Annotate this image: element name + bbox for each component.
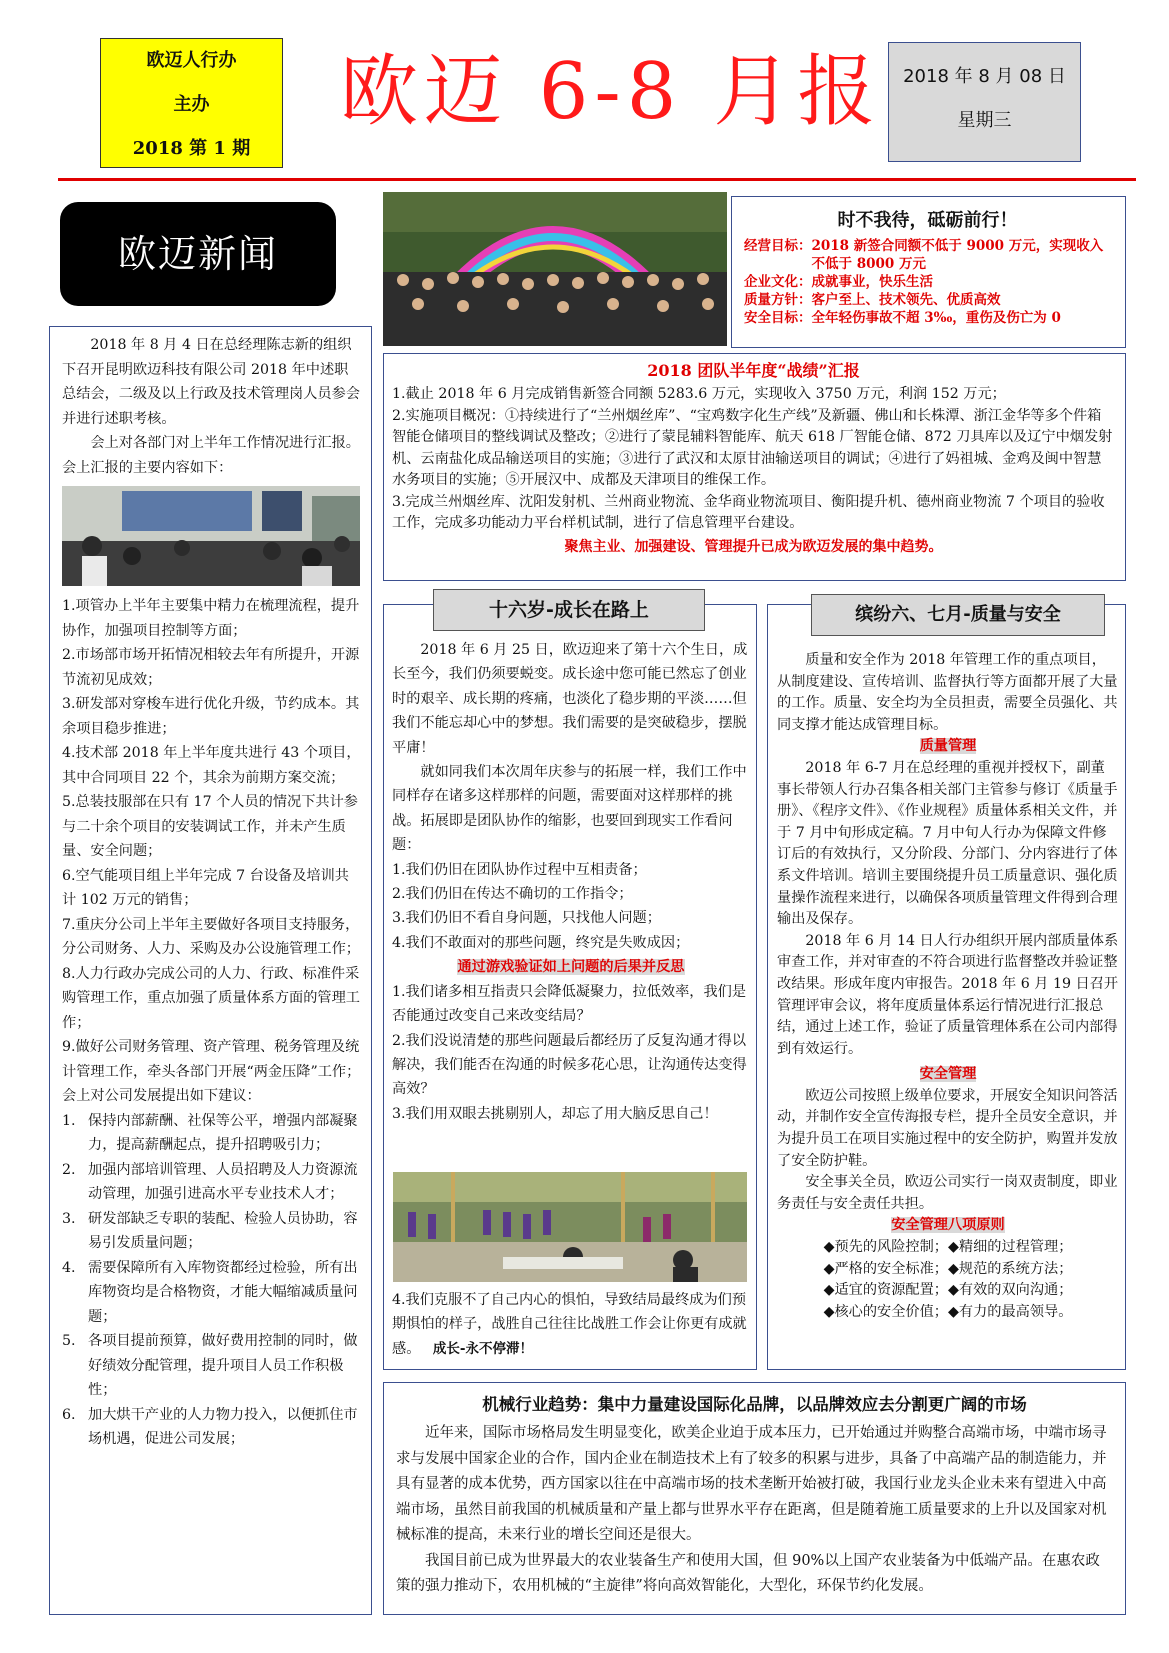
suggestion-num: 6.	[62, 1406, 76, 1423]
meeting-photo-graphic	[62, 486, 360, 586]
team-photo-graphic	[383, 192, 727, 346]
left-item: 1.项管办上半年主要集中精力在梳理流程，提升协作，加强项目控制等方面；	[62, 598, 360, 639]
issue-number: 2018 第 1 期	[132, 138, 251, 159]
slogan-label: 安全目标：	[744, 310, 812, 326]
suggest-intro: 会上对公司发展提出如下建议：	[62, 1088, 261, 1104]
qs-intro: 质量和安全作为 2018 年管理工作的重点项目，从制度建设、宣传培训、监督执行等方面都开展了大量的工作。质量、安全均为全员担责，需要全员强化、共同支撑才能达成管理目标。	[777, 652, 1118, 733]
left-item: 4.技术部 2018 年上半年度共进行 43 个项目，其中合同项目 22 个，其余为前期方案交流；	[62, 745, 361, 786]
principle-line: ◆预先的风险控制；◆精细的过程管理；	[823, 1239, 1073, 1256]
suggestion-num: 3.	[62, 1210, 76, 1227]
header-rule	[58, 178, 1136, 181]
suggestion-text: 保持内部薪酬、社保等公平，增强内部凝聚力，提高薪酬起点，提升招聘吸引力；	[88, 1112, 358, 1153]
left-item: 9.做好公司财务管理、资产管理、税务管理及统计管理工作，牵头各部门开展“两金压降”工作；	[62, 1039, 361, 1080]
quality-para: 2018 年 6 月 14 日人行办组织开展内部质量体系审查工作，并对审查的不符合项进行监督整改并验证整改结果。形成年度内审报告。2018 年 6 月 19 日召开管理评审会议，将年度质量体系运行情况进行汇报总结，通过上述工作，验证了质量管理体系在公司内部得到有效运行。	[777, 932, 1119, 1057]
slogan-line	[744, 237, 1111, 273]
suggestion-text: 各项目提前预算，做好费用控制的同时，做好绩效分配管理，提升项目人员工作积极性；	[88, 1333, 358, 1398]
safety-para: 欧迈公司按照上级单位要求，开展安全知识问答活动，并制作安全宣传海报专栏，提升全员安全意识，并为提升员工在项目实施过程中的安全防护，购置并发放了安全防护鞋。	[777, 1087, 1118, 1169]
team-group-photo	[383, 192, 727, 346]
quality-para: 2018 年 6-7 月在总经理的重视并授权下，副董事长带领人行办召集各相关部门主管参与修订《质量手册》、《程序文件》、《作业规程》质量体系相关文件，并于 7 月中旬形成定稿。7 月中旬人行办为保障文件修订后的有效执行，又分阶段、分部门、分内容进行了体系文件培训。培训主要围绕提升员工质量意识、强化质量操作流程来进行，以确保各项质量管理文件得到合理输出及保存。	[777, 759, 1118, 928]
game-heading-text: 通过游戏验证如上问题的后果并反思	[457, 959, 685, 976]
problem-item: 1.我们仍旧在团队协作过程中互相责备；	[392, 861, 647, 878]
principle-line: ◆适宜的资源配置；◆有效的双向沟通；	[823, 1282, 1073, 1299]
section-badge-label: 欧迈新闻	[117, 232, 278, 276]
growth-last-para	[392, 1288, 750, 1361]
problem-item: 3.我们仍旧不看自身问题，只找他人问题；	[392, 910, 661, 927]
sponsor-box	[100, 38, 283, 168]
left-news-column	[49, 326, 372, 1615]
principles-heading-text: 安全管理八项原则	[891, 1217, 1005, 1234]
newspaper-title: 欧迈 6-8 月报	[340, 47, 882, 137]
suggestion-text: 加大烘干产业的人力物力投入，以便抓住市场机遇，促进公司发展；	[88, 1406, 358, 1447]
safety-heading-text: 安全管理	[919, 1066, 977, 1083]
weekday: 星期三	[957, 110, 1012, 131]
problem-item: 2.我们仍旧在传达不确切的工作指令；	[392, 886, 633, 903]
meeting-photo	[62, 486, 360, 586]
growth-para: 2018 年 6 月 25 日，欧迈迎来了第十六个生日，成长至今，我们仍须要蜕变。成长途中您可能已然忘了创业时的艰辛、成长期的疼痛，也淡化了稳步期的平淡……但我们不能忘却心中的梦想。我们需要的是突破稳步，摆脱平庸！	[392, 642, 748, 756]
quality-heading-text: 质量管理	[919, 738, 977, 755]
date-box	[888, 42, 1081, 162]
left-item: 3.研发部对穿梭车进行优化升级，节约成本。其余项目稳步推进；	[62, 696, 360, 737]
growth-para: 就如同我们本次周年庆参与的拓展一样，我们工作中同样存在诸多这样那样的问题，需要面对这样那样的挑战。拓展即是团队协作的缩影，也要回到现实工作看问题：	[392, 764, 747, 854]
suggestion-num: 4.	[62, 1259, 76, 1276]
report-title: 2018 团队半年度“战绩”汇报	[647, 361, 860, 380]
quality-safety-body	[777, 650, 1119, 1323]
suggestion-item	[62, 1403, 361, 1452]
suggestion-text: 加强内部培训管理、人员招聘及人力资源流动管理，加强引进高水平专业技术人才；	[88, 1161, 358, 1202]
suggestion-item	[62, 1158, 361, 1207]
safety-heading	[777, 1064, 1119, 1086]
left-item: 6.空气能项目组上半年完成 7 台设备及培训共计 102 万元的销售；	[62, 867, 349, 908]
suggestion-num: 1.	[62, 1112, 76, 1129]
slogan-text: 成就事业，快乐生活	[811, 274, 933, 290]
suggestion-text: 需要保障所有入库物资都经过检验，所有出库物资均是合格物资，才能大幅缩减质量问题；	[88, 1259, 358, 1325]
suggestion-item	[62, 1329, 361, 1403]
principle-line: ◆严格的安全标准；◆规范的系统方法；	[823, 1260, 1073, 1277]
left-item: 7.重庆分公司上半年主要做好各项目支持服务，分公司财务、人力、采购及办公设施管理工作；	[62, 916, 360, 957]
sponsor-line1: 欧迈人行办	[146, 50, 237, 71]
left-item: 8.人力行政办完成公司的人力、行政、标准件采购管理工作，重点加强了质量体系方面的管理工作；	[62, 965, 360, 1031]
growth-title-tab	[433, 589, 705, 631]
suggestion-item	[62, 1256, 361, 1330]
suggestion-num: 2.	[62, 1161, 76, 1178]
game-heading	[392, 955, 750, 979]
slogan-text: 全年轻伤事故不超 3‰，重伤及伤亡为 0	[811, 310, 1061, 326]
left-item: 2.市场部市场开拓情况相较去年有所提升，开源节流初见成效；	[62, 647, 360, 688]
left-item: 5.总装技服部在只有 17 个人员的情况下共计参与二十余个项目的安装调试工作，并未产生质量、安全问题；	[62, 794, 358, 859]
slogan-box	[731, 196, 1126, 348]
quality-heading	[777, 736, 1119, 758]
quality-safety-title-tab	[811, 594, 1105, 636]
slogan-line	[744, 309, 1111, 327]
issue-date: 2018 年 8 月 08 日	[903, 66, 1066, 87]
outdoor-photo-graphic	[393, 1172, 747, 1282]
reflection-item: 3.我们用双眼去挑剔别人，却忘了用大脑反思自己！	[392, 1105, 718, 1122]
growth-title: 十六岁-成长在路上	[489, 599, 649, 621]
sponsor-line2: 主办	[173, 94, 210, 115]
report-closing: 聚焦主业、加强建设、管理提升已成为欧迈发展的集中趋势。	[564, 538, 943, 555]
half-year-report	[383, 353, 1126, 581]
growth-closing	[392, 1288, 750, 1361]
growth-body	[392, 638, 750, 1126]
trend-title: 机械行业趋势：集中力量建设国际化品牌，以品牌效应去分割更广阔的市场	[482, 1395, 1027, 1414]
trend-para: 近年来，国际市场格局发生明显变化，欧美企业迫于成本压力，已开始通过并购整合高端市场，中端市场寻求与发展中国家企业的合作，国内企业在制造技术上有了较多的积累与进步，具备了中高端产品的制造能力，并具有显著的成本优势，西方国家以往在中高端市场的技术垄断开始被打破，我国行业龙头企业未来有望进入中高端市场，虽然目前我国的机械质量和产量上都与世界水平存在距离，但是随着施工质量要求的上升以及国家对机械标准的提高，未来行业的增长空间还是很大。	[396, 1425, 1107, 1543]
suggestion-text: 研发部缺乏专职的装配、检验人员协助，容易引发质量问题；	[88, 1210, 358, 1251]
slogan-text: 客户至上、技术领先、优质高效	[811, 292, 1001, 308]
slogan-label: 企业文化：	[744, 274, 812, 290]
slogan-text: 2018 新签合同额不低于 9000 万元，实现收入不低于 8000 万元	[811, 238, 1104, 272]
suggestion-item	[62, 1207, 361, 1256]
principle-line: ◆核心的安全价值；◆有力的最高领导。	[823, 1303, 1073, 1320]
reflection-item: 2.我们没说清楚的那些问题最后都经历了反复沟通才得以解决，我们能否在沟通的时候多花心思，让沟通传达变得高效？	[392, 1032, 747, 1098]
principles-heading	[777, 1215, 1119, 1237]
industry-trend-box	[383, 1382, 1126, 1615]
quality-safety-title: 缤纷六、七月-质量与安全	[855, 604, 1061, 625]
reflection-item: 1.我们诸多相互指责只会降低凝聚力，拉低效率，我们是否能通过改变自己来改变结局？	[392, 983, 747, 1025]
slogan-label: 经营目标：	[744, 238, 812, 254]
suggestion-num: 5.	[62, 1333, 76, 1349]
slogan-line	[744, 291, 1111, 309]
slogan-label: 质量方针：	[744, 292, 812, 308]
report-para: 1.截止 2018 年 6 月完成销售新签合同额 5283.6 万元，实现收入 3750 万元，利润 152 万元；	[392, 386, 1006, 402]
trend-para: 我国目前已成为世界最大的农业装备生产和使用大国，但 90%以上国产农业装备为中低端产品。在惠农政策的强力推动下，农用机械的“主旋律”将向高效智能化，大型化，环保节约化发展。	[396, 1552, 1100, 1594]
growth-last-text: 4.我们克服不了自己内心的惧怕，导致结局最终成为们预期惧怕的样子，战胜自己往往比战胜工作会让你更有成就感。	[392, 1292, 747, 1357]
left-intro-para: 会上对各部门对上半年工作情况进行汇报。会上汇报的主要内容如下：	[62, 435, 360, 476]
section-badge	[60, 202, 336, 306]
slogan-title: 时不我待，砥砺前行！	[837, 210, 1018, 231]
report-para: 2.实施项目概况：①持续进行了“兰州烟丝库”、“宝鸡数字化生产线”及新疆、佛山和长株潭、浙江金华等多个件箱智能仓储项目的整线调试及整改；②进行了蒙昆辅料智能库、航天 618 厂智能仓储、872 刀具库以及辽宁中烟发射机、云南盐化成品输送项目的实施；③进行了武汉和太原甘油输送项目的调试；④进行了妈祖城、金鸡及闽中智慧水务项目的实施；⑤开展汉中、成都及天津项目的维保工作。	[392, 407, 1113, 488]
suggestion-item	[62, 1109, 361, 1158]
safety-para: 安全事关全员，欧迈公司实行一岗双责制度，即业务责任与安全责任共担。	[777, 1174, 1118, 1212]
left-intro-para: 2018 年 8 月 4 日在总经理陈志新的组织下召开昆明欧迈科技有限公司 2018 年中述职总结会，二级及以上行政及技术管理岗人员参会并进行述职考核。	[62, 337, 360, 427]
slogan-line	[744, 273, 1111, 291]
outdoor-activity-photo	[393, 1172, 747, 1282]
problem-item: 4.我们不敢面对的那些问题，终究是失败成因；	[392, 934, 690, 951]
growth-motto: 成长-永不停滞！	[432, 1340, 534, 1357]
report-para: 3.完成兰州烟丝库、沈阳发射机、兰州商业物流、金华商业物流项目、衡阳提升机、德州商业物流 7 个项目的验收工作，完成多功能动力平台样机试制，进行了信息管理平台建设。	[392, 493, 1105, 531]
